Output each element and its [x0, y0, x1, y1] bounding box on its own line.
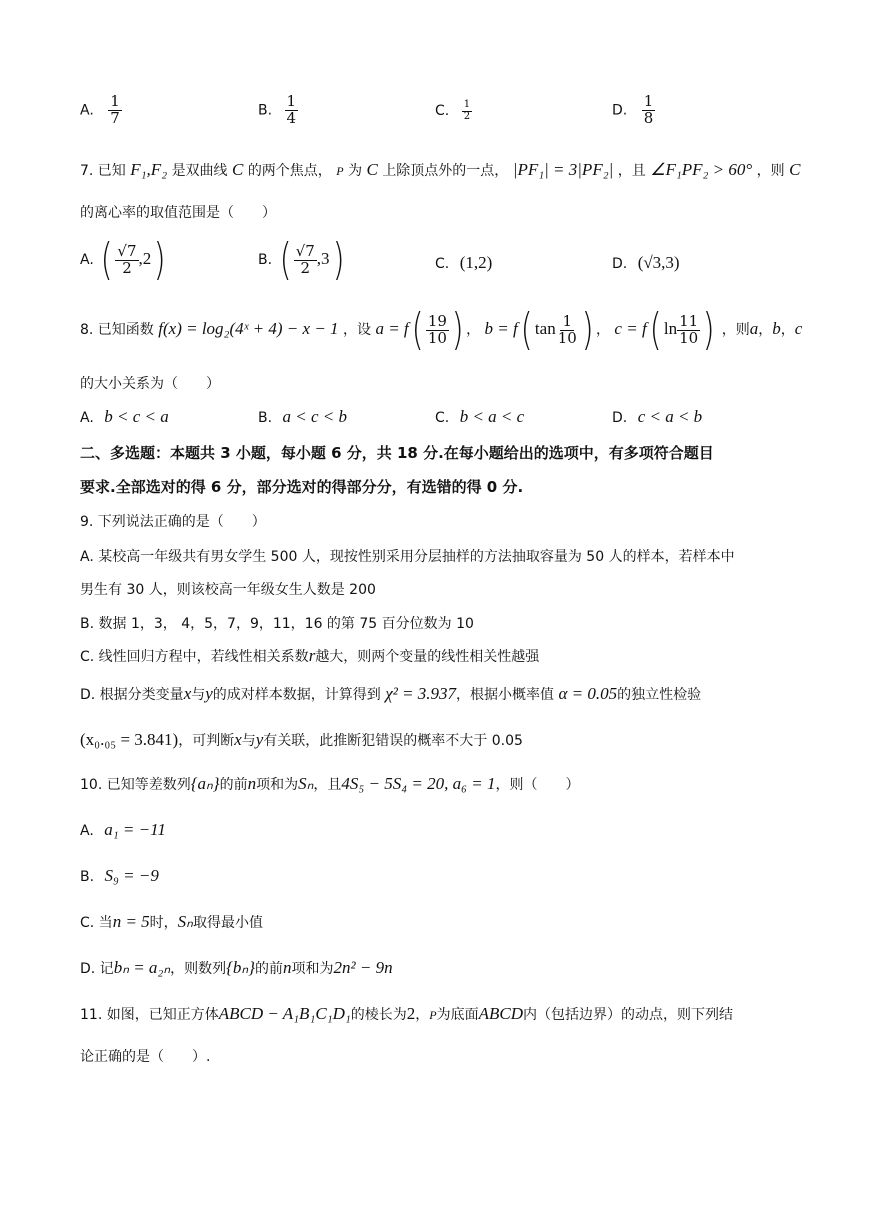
q6-option-c-fraction [462, 100, 472, 122]
q6-option-d-label: D. [612, 102, 628, 119]
q7-option-a-rest: ,2 [138, 249, 152, 268]
q7-text: 上除顶点外的一点， [382, 163, 509, 179]
q11-base: ABCD [478, 1004, 524, 1023]
fraction-denominator: 10 [679, 328, 699, 347]
q7-stem-line1 [80, 160, 800, 180]
q8-stem-line1: 8. 已知函数 f(x) = log₂(4ˣ + 4) − x − 1 ，设 a = f( $\frac{19}{10}$ ) ， b = f( tan $\frac{1}{10}$ ) ， c = f( ln $\frac{11}{10}$ ) ，则a，b，c [80, 304, 803, 355]
q11-text: ， [415, 1007, 430, 1023]
q9-alpha: α = 0.05 [558, 684, 618, 703]
fraction-denominator: 8 [643, 108, 654, 127]
q7-curve: C [232, 160, 244, 179]
q9-r: r [308, 646, 316, 665]
q7-text: 是双曲线 [171, 163, 228, 179]
q8-text: 的大小关系为（ ） [80, 376, 220, 392]
q6-option-b-label: B. [258, 102, 273, 119]
q7-text: 为 [348, 163, 363, 179]
fraction-denominator: 10 [557, 328, 577, 347]
q7-text: 7. 已知 [80, 163, 126, 179]
q10-text: ，则数列 [170, 961, 227, 977]
q10-option-b-value: S₉ = −9 [104, 866, 159, 885]
q8-option-a-value: b < c < a [104, 407, 169, 426]
q7-curve: C [789, 160, 801, 179]
q8-comma: ， [780, 322, 795, 338]
q10-option-c [80, 912, 263, 932]
q10-sn: Sₙ [298, 774, 314, 793]
q6-option-a-label: A. [80, 102, 94, 119]
q8-option-c-value: b < a < c [459, 407, 525, 426]
fraction-numerator: 1 [463, 99, 471, 110]
q9-text: C. 线性回归方程中，若线性相关系数 [80, 649, 309, 665]
q7-option-d [612, 253, 680, 273]
q11-edge-length: 2 [406, 1004, 416, 1023]
q10-text: 项和为 [256, 777, 299, 793]
fraction-numerator: 1 [643, 92, 654, 110]
q8-option-a-label: A. [80, 410, 94, 426]
q11-stem-line2: 论正确的是（ ）. [80, 1049, 211, 1065]
q9-text: 的独立性检验 [617, 687, 702, 703]
left-paren-icon: ( [649, 304, 662, 355]
fraction-numerator: 1 [286, 92, 297, 110]
q9-y: y [205, 684, 213, 703]
q8-var-b: b [772, 319, 781, 338]
q9-text: 与 [241, 733, 256, 749]
q9-y: y [255, 730, 264, 749]
fraction-denominator: 10 [427, 328, 447, 347]
q10-text: D. 记 [80, 961, 114, 977]
q8-text: 8. 已知函数 [80, 322, 154, 338]
fraction-denominator: 7 [110, 108, 120, 127]
q8-tan: tan [534, 319, 556, 338]
q7-stem-line2 [80, 202, 276, 222]
q10-bn-sequence: {bₙ} [226, 958, 255, 977]
q9-text: 有关联，此推断犯错误的概率不大于 0.05 [263, 733, 523, 749]
right-paren-icon: ) [451, 304, 464, 355]
q7-condition-distance: |PF₁| = 3|PF₂| [512, 160, 614, 179]
q8-stem-line2 [80, 373, 220, 393]
q8-b-def: b = f [484, 319, 518, 338]
q7-option-b-rest: ,3 [316, 249, 330, 268]
q8-option-c-label: C. [435, 410, 450, 426]
q7-foci: F₁,F₂ [130, 160, 168, 179]
fraction-numerator: 1 [562, 311, 573, 330]
q7-point: P [336, 164, 344, 178]
right-paren-icon: ) [153, 234, 166, 285]
fraction-denominator: 2 [122, 258, 132, 277]
q11-text: 为底面 [436, 1007, 479, 1023]
right-paren-icon: ) [702, 304, 715, 355]
q9-critical-value: (x₀.₀₅ = 3.841) [80, 730, 179, 749]
q10-text: 的前 [219, 777, 248, 793]
q6-option-c [435, 100, 472, 122]
fraction-denominator: 4 [286, 108, 297, 127]
q11-stem-line1 [80, 1004, 733, 1024]
q9-stem: 9. 下列说法正确的是（ ） [80, 514, 266, 530]
q7-option-c-value: (1,2) [459, 253, 493, 272]
q10-text: 10. 已知等差数列 [80, 777, 191, 793]
q7-text: ，则 [756, 163, 785, 179]
fraction-numerator: 19 [427, 311, 447, 330]
q6-option-d-fraction [642, 94, 656, 127]
q10-text: ，则（ ） [495, 777, 580, 793]
left-paren-icon: ( [279, 234, 292, 285]
q8-function: f(x) = log₂(4ˣ + 4) − x − 1 [158, 319, 339, 338]
q10-text: 的前 [255, 961, 283, 977]
fraction-denominator: 2 [463, 110, 471, 122]
section2-heading-line1: 二、多选题：本题共 3 小题，每小题 6 分，共 18 分.在每小题给出的选项中，有多项符合题目 [80, 444, 714, 462]
q7-option-a-fraction [115, 241, 138, 277]
q10-text: 时， [149, 915, 178, 931]
q8-b-fraction [556, 311, 579, 347]
q10-condition: 4S₅ − 5S₄ = 20, a₆ = 1 [341, 774, 496, 793]
q9-chi-square: χ² = 3.937 [385, 684, 457, 703]
q9-option-a-line1: A. 某校高一年级共有男女学生 500 人，现按性别采用分层抽样的方法抽取容量为 50 人的样本，若样本中 [80, 549, 735, 565]
q6-option-b [258, 94, 298, 127]
q6-option-b-fraction [285, 94, 299, 127]
q9-text: 与 [191, 687, 206, 703]
q9-text: ，可判断 [178, 733, 235, 749]
q8-var-a: a [749, 319, 759, 338]
q8-c-fraction [677, 311, 700, 347]
right-paren-icon: ) [332, 234, 345, 285]
q7-text: 的离心率的取值范围是（ ） [80, 205, 276, 221]
q7-option-c [435, 253, 492, 273]
q8-a-def: a = f [375, 319, 409, 338]
right-paren-icon: ) [581, 304, 594, 355]
q8-var-c: c [794, 319, 803, 338]
q9-option-a-line2: 男生有 30 人，则该校高一年级女生人数是 200 [80, 582, 376, 598]
q7-option-b-fraction [294, 241, 317, 277]
q8-comma: ， [758, 322, 773, 338]
q10-option-a [80, 820, 166, 840]
q9-option-d-line2 [80, 730, 523, 750]
q9-x: x [183, 684, 192, 703]
q11-cube: ABCD − A₁B₁C₁D₁ [218, 1004, 351, 1023]
q8-option-d [612, 407, 702, 427]
q10-option-a-value: a₁ = −11 [104, 820, 166, 839]
q11-text: 11. 如图，已知正方体 [80, 1007, 219, 1023]
q10-n: n [283, 958, 292, 977]
q9-text: 越大，则两个变量的线性相关性越强 [315, 649, 540, 665]
q8-text: ，则 [721, 322, 750, 338]
section2-heading-line2: 要求.全部选对的得 6 分，部分选对的得部分分，有选错的得 0 分. [80, 478, 524, 496]
q8-option-c [435, 407, 524, 427]
q7-option-c-label: C. [435, 256, 450, 272]
q10-n: n [247, 774, 257, 793]
fraction-numerator: √7 [117, 241, 137, 260]
q9-option-b: B. 数据 1，3， 4，5，7，9，11，16 的第 75 百分位数为 10 [80, 616, 474, 632]
q10-sum-value: 2n² − 9n [333, 958, 393, 977]
q8-option-d-label: D. [612, 410, 628, 426]
q9-option-d-line1 [80, 684, 701, 704]
q10-text: ，且 [313, 777, 342, 793]
q10-stem [80, 774, 580, 794]
q8-ln: ln [663, 319, 678, 338]
q7-option-b-label: B. [258, 252, 273, 268]
fraction-numerator: 11 [679, 311, 699, 330]
q9-x: x [234, 730, 242, 749]
q10-n-value: n = 5 [112, 912, 150, 931]
q9-text: 的成对样本数据，计算得到 [212, 687, 381, 703]
q7-option-d-value: (√3,3) [637, 253, 680, 272]
q8-a-fraction [426, 311, 449, 347]
q10-sequence: {aₙ} [190, 774, 220, 793]
q11-point: P [429, 1008, 437, 1022]
q8-option-b-value: a < c < b [282, 407, 348, 426]
fraction-numerator: 1 [110, 92, 120, 110]
q8-option-b [258, 407, 347, 427]
q7-curve: C [366, 160, 378, 179]
q8-c-def: c = f [614, 319, 647, 338]
left-paren-icon: ( [100, 234, 113, 285]
q7-text: ，且 [617, 163, 646, 179]
q10-text: 取得最小值 [192, 915, 263, 931]
q8-option-b-label: B. [258, 410, 273, 426]
q7-text: 的两个焦点， [247, 163, 332, 179]
q7-option-a [80, 234, 168, 285]
q11-text: 的棱长为 [350, 1007, 407, 1023]
left-paren-icon: ( [411, 304, 424, 355]
q11-text: 内（包括边界）的动点，则下列结 [523, 1007, 734, 1023]
q7-option-a-label: A. [80, 252, 94, 268]
q10-option-b-label: B. [80, 869, 95, 885]
q7-option-b [258, 234, 347, 285]
q9-text: D. 根据分类变量 [80, 687, 184, 703]
q10-option-a-label: A. [80, 823, 94, 839]
q10-bn-def: bₙ = a₂ₙ [113, 958, 171, 977]
q8-option-a [80, 407, 169, 427]
left-paren-icon: ( [520, 304, 533, 355]
q10-option-d [80, 958, 393, 978]
q10-sn: Sₙ [177, 912, 193, 931]
q10-text: C. 当 [80, 915, 113, 931]
q6-option-a-fraction [108, 94, 122, 127]
q7-condition-angle: ∠F₁PF₂ > 60° [650, 160, 753, 179]
q6-option-d [612, 94, 655, 127]
fraction-numerator: √7 [295, 241, 315, 260]
q6-option-a [80, 94, 122, 127]
fraction-denominator: 2 [300, 258, 311, 277]
q8-text: ，设 [343, 322, 371, 338]
q10-option-b [80, 866, 159, 886]
q10-text: 项和为 [291, 961, 334, 977]
q7-option-d-label: D. [612, 256, 628, 272]
q6-option-c-label: C. [435, 103, 450, 119]
q8-option-d-value: c < a < b [637, 407, 703, 426]
q9-text: ，根据小概率值 [456, 687, 555, 703]
q9-option-c [80, 646, 539, 666]
